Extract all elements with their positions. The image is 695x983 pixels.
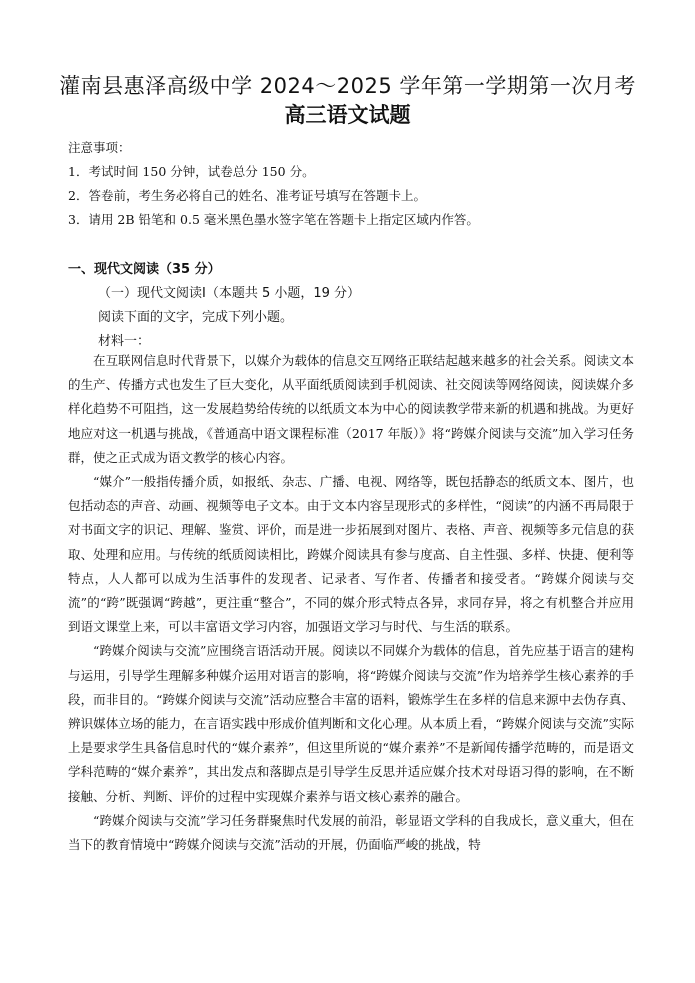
paragraph: “媒介”一般指传播介质，如报纸、杂志、广播、电视、网络等，既包括静态的纸质文本、图片，也包括动态的声音、动画、视频等电子文本。由于文本内容呈现形式的多样性，“阅读”的内涵不再局限于对书面文字的识记、理解、鉴赏、评价，而是进一步拓展到对图片、表格、声音、视频等多元信息的获取、处理和应用。与传统的纸质阅读相比，跨媒介阅读具有参与度高、自主性强、多样、快捷、便利等特点，人人都可以成为生活事件的发现者、记录者、写作者、传播者和接受者。“跨媒介阅读与交流”的“跨”既强调“跨越”，更注重“整合”，不同的媒介形式特点各异，求同存异，将之有机整合并应用到语文课堂上来，可以丰富语文学习内容，加强语文学习与时代、与生活的联系。	[68, 474, 634, 635]
reading-material	[68, 349, 634, 857]
material-label: 材料一：	[98, 334, 151, 349]
instruction-text: 阅读下面的文字，完成下列小题。	[98, 310, 294, 325]
paragraph: 在互联网信息时代背景下，以媒介为载体的信息交互网络正联结起越来越多的社会关系。阅读文本的生产、传播方式也发生了巨大变化，从平面纸质阅读到手机阅读、社交阅读等网络阅读，阅读媒介多样化趋势不可阻挡，这一发展趋势给传统的以纸质文本为中心的阅读教学带来新的机遇和挑战。为更好地应对这一机遇与挑战，《普通高中语文课程标准（2017 年版）》将“跨媒介阅读与交流”加入学习任务群，使之正式成为语文教学的核心内容。	[68, 353, 634, 465]
paragraph: “跨媒介阅读与交流”学习任务群聚焦时代发展的前沿，彰显语文学科的自我成长，意义重大，但在当下的教育情境中“跨媒介阅读与交流”活动的开展，仍面临严峻的挑战，特	[68, 812, 634, 853]
exam-title: 灌南县惠泽高级中学 2024～2025 学年第一学期第一次月考	[59, 74, 636, 98]
section-title: 一、现代文阅读（35 分）	[68, 262, 221, 277]
notice-item: 2．答卷前，考生务必将自己的姓名、准考证号填写在答题卡上。	[68, 188, 426, 203]
notice-block	[68, 136, 648, 232]
notice-item: 3．请用 2B 铅笔和 0.5 毫米黑色墨水签字笔在答题卡上指定区域内作答。	[68, 212, 479, 227]
notice-item: 1．考试时间 150 分钟，试卷总分 150 分。	[68, 164, 315, 179]
notice-heading: 注意事项：	[68, 140, 131, 155]
exam-subtitle: 高三语文试题	[284, 103, 411, 127]
part-title: （一）现代文阅读Ⅰ（本题共 5 小题，19 分）	[98, 286, 361, 301]
paragraph: “跨媒介阅读与交流”应围绕言语活动开展。阅读以不同媒介为载体的信息，首先应基于语言的建构与运用，引导学生理解多种媒介运用对语言的影响，将“跨媒介阅读与交流”作为培养学生核心素养的手段，而非目的。“跨媒介阅读与交流”活动应整合丰富的语料，锻炼学生在多样的信息来源中去伪存真、辨识媒体立场的能力，在言语实践中形成价值判断和文化心理。从本质上看，“跨媒介阅读与交流”实际上是要求学生具备信息时代的“媒介素养”，但这里所说的“媒介素养”不是新闻传播学范畴的，而是语文学科范畴的“媒介素养”，其出发点和落脚点是引导学生反思并适应媒介技术对母语习得的影响，在不断接触、分析、判断、评价的过程中实现媒介素养与语文核心素养的融合。	[68, 643, 634, 804]
